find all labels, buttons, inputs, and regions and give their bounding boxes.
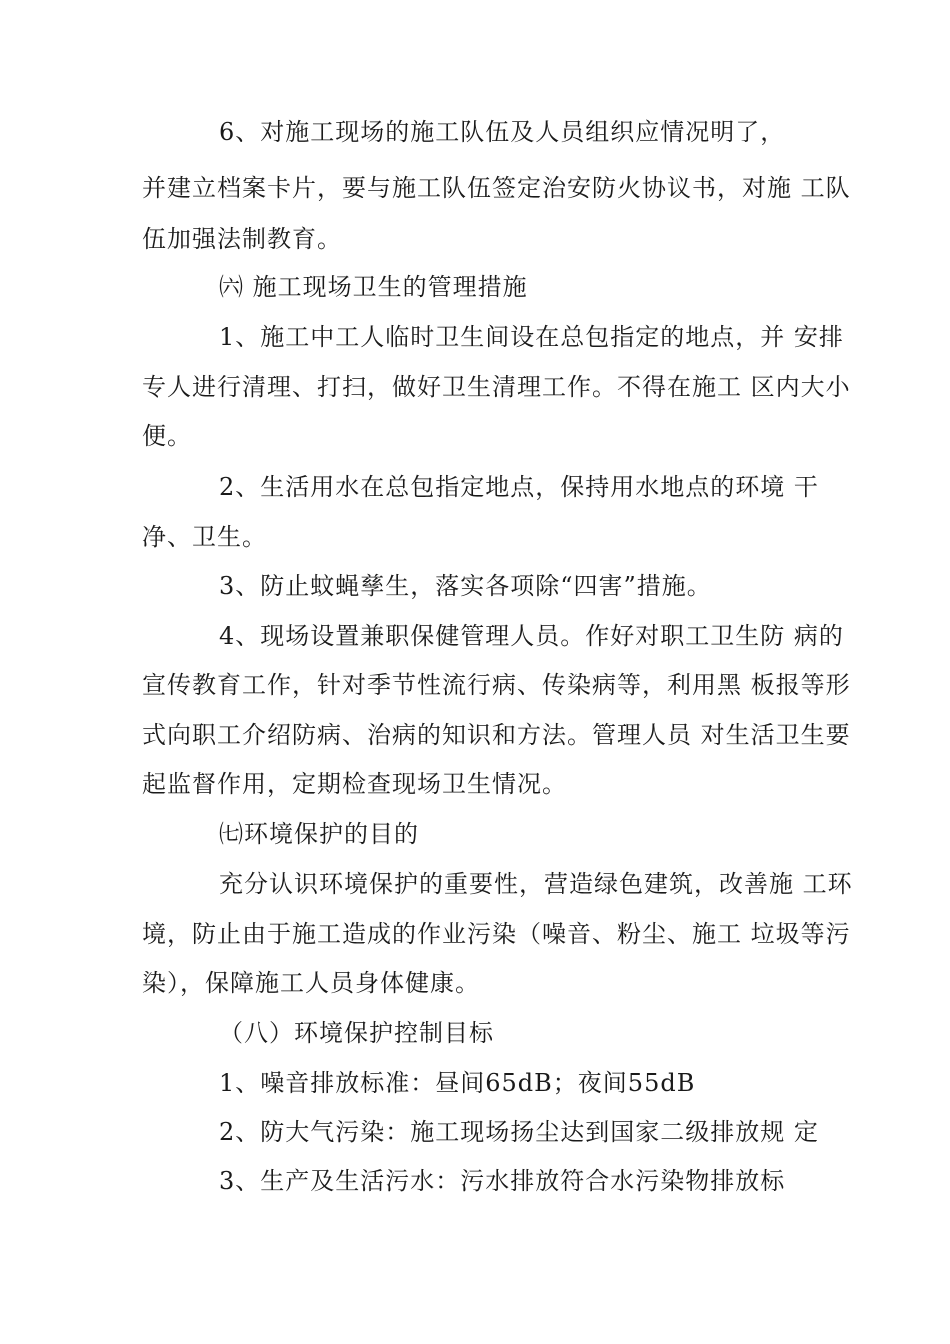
text-line: 2、防大气污染：施工现场扬尘达到国家二级排放规 定 [219,1118,819,1146]
text-line: 伍加强法制教育。 [142,225,342,253]
text-line: 染），保障施工人员身体健康。 [142,969,480,997]
text-line: 净、卫生。 [142,523,267,551]
text-line: 1、施工中工人临时卫生间设在总包指定的地点，并 安排 [219,323,844,351]
text-line: 宣传教育工作，针对季节性流行病、传染病等，利用黑 板报等形 [142,671,851,699]
text-line: 3、生产及生活污水：污水排放符合水污染物排放标 [219,1167,786,1195]
text-line: 2、生活用水在总包指定地点，保持用水地点的环境 干 [219,473,819,501]
text-line: 专人进行清理、打扫，做好卫生清理工作。不得在施工 区内大小 [142,373,851,401]
section-heading: ㈦环境保护的目的 [219,820,419,848]
text-line: 便。 [142,422,192,450]
text-line: 3、防止蚊蝇孳生，落实各项除“四害”措施。 [219,572,712,600]
section-heading: ㈥ 施工现场卫生的管理措施 [219,273,528,301]
text-line: 4、现场设置兼职保健管理人员。作好对职工卫生防 病的 [219,622,844,650]
text-line: 起监督作用，定期检查现场卫生情况。 [142,770,567,798]
text-line: 1、噪音排放标准：昼间65dB；夜间55dB [219,1069,696,1097]
text-line: 6、对施工现场的施工队伍及人员组织应情况明了， [219,118,786,146]
text-line: 式向职工介绍防病、治病的知识和方法。管理人员 对生活卫生要 [142,721,851,749]
section-heading: （八）环境保护控制目标 [219,1019,494,1047]
text-line: 境，防止由于施工造成的作业污染（噪音、粉尘、施工 垃圾等污 [142,920,851,948]
text-line: 并建立档案卡片，要与施工队伍签定治安防火协议书，对施 工队 [142,174,851,202]
text-line: 充分认识环境保护的重要性，营造绿色建筑，改善施 工环 [219,870,853,898]
